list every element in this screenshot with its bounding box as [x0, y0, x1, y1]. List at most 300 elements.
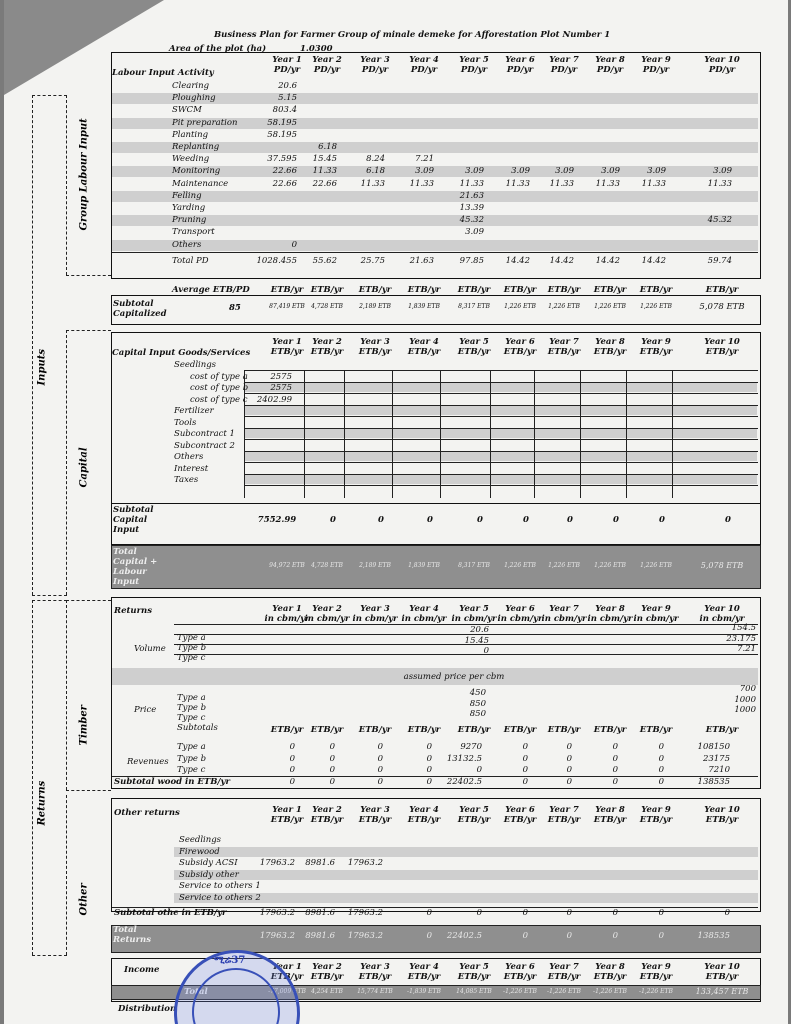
avg-etb-value: 85: [229, 303, 241, 313]
income-total-value: -77,009 ETB: [268, 988, 306, 995]
income-total-value: -1,226 ETB: [639, 988, 673, 995]
year-header: Year 2: [312, 962, 342, 972]
timber-subtotal-value: 0: [522, 777, 528, 787]
unit-header: ETB/yr: [358, 347, 392, 357]
year-header: Year 7: [549, 55, 579, 65]
revenue-value: 7210: [708, 765, 730, 775]
year-header: Year 5: [459, 337, 489, 347]
revenue-type-label: Type c: [177, 765, 206, 775]
other-return-value: 17963.2: [259, 858, 295, 868]
labour-subtotal-label: Subtotal Capitalized: [113, 299, 167, 319]
revenue-value: 0: [426, 765, 432, 775]
side-label-group-labour: Group Labour Input: [78, 118, 90, 231]
timber-subtotal-value: 0: [289, 777, 295, 787]
revenue-value: 9270: [460, 742, 482, 752]
revenue-value: 0: [612, 753, 618, 764]
labour-value: 11.33: [360, 178, 385, 189]
etb-unit-header: ETB/yr: [639, 725, 673, 735]
capital-item-value: 2575: [270, 371, 292, 382]
revenues-label: Revenues: [127, 757, 169, 767]
unit-header: ETB/yr: [407, 972, 441, 982]
labour-subtotal-value: 87,419 ETB: [269, 303, 305, 310]
capital-grid-row: [244, 439, 758, 440]
capital-row-shade: [244, 451, 757, 461]
total-pd-value: 14.42: [549, 255, 574, 266]
labour-value: 5.15: [278, 93, 297, 104]
timber-subtotal-value: 0: [377, 777, 383, 787]
other-subtotal-value: 8981.6: [305, 908, 335, 918]
price-y5: 850: [469, 698, 486, 709]
timber-subtotal-value: 0: [566, 777, 572, 787]
labour-activity-label: Felling: [172, 190, 202, 201]
total-returns-value: 0: [566, 931, 572, 941]
unit-header: in cbm/yr: [451, 614, 497, 624]
price-y10: 1000: [734, 694, 756, 705]
year-header: Year 2: [312, 805, 342, 815]
unit-header: ETB/yr: [593, 347, 627, 357]
labour-value: 11.33: [707, 178, 732, 189]
other-subtotal-label: Subtotal othe in ETB/yr: [114, 908, 227, 918]
unit-header: ETB/yr: [310, 815, 344, 825]
total-pd-value: 14.42: [641, 255, 666, 266]
labour-value: 3.09: [601, 166, 620, 177]
capital-grid-col: [534, 370, 535, 498]
revenue-value: 0: [426, 753, 432, 764]
etb-unit-header: ETB/yr: [705, 285, 739, 295]
labour-value: 3.09: [647, 166, 666, 177]
total-input-value: 1,226 ETB: [504, 562, 536, 569]
capital-heading: Capital Input Goods/Services: [112, 348, 251, 358]
capital-row-shade: [244, 474, 757, 484]
other-row-shade: [174, 870, 758, 880]
year-header: Year 9: [641, 55, 671, 65]
capital-item-label: Fertilizer: [174, 406, 214, 416]
year-header: Year 6: [505, 805, 535, 815]
other-subtotal-value: 17963.2: [259, 908, 295, 918]
avg-etb-label: Average ETB/PD: [172, 285, 250, 295]
etb-unit-header: ETB/yr: [503, 725, 537, 735]
volume-label: Volume: [134, 644, 166, 654]
other-subtotal-value: 0: [522, 908, 528, 918]
revenue-value: 0: [522, 753, 528, 764]
timber-subtotal-value: 138535: [697, 777, 730, 787]
labour-activity-label: Replanting: [172, 142, 220, 152]
plot-area-label: Area of the plot (ha): [169, 44, 267, 54]
unit-header: ETB/yr: [407, 815, 441, 825]
year-header: Year 4: [409, 55, 439, 65]
year-header: Year 10: [704, 337, 740, 347]
unit-header: ETB/yr: [705, 347, 739, 357]
total-input-value: 8,317 ETB: [458, 562, 490, 569]
year-header: Year 9: [641, 337, 671, 347]
etb-unit-header: ETB/yr: [270, 285, 304, 295]
unit-header: ETB/yr: [358, 972, 392, 982]
returns-bracket: [32, 600, 33, 955]
year-header: Year 3: [360, 604, 390, 614]
year-header: Year 5: [459, 55, 489, 65]
other-subtotal-value: 0: [566, 908, 572, 918]
revenue-value: 0: [658, 765, 664, 775]
unit-header: ETB/yr: [503, 347, 537, 357]
year-header: Year 9: [641, 604, 671, 614]
labour-value: 11.33: [641, 178, 666, 189]
other-row-shade: [174, 893, 758, 903]
year-header: Year 6: [505, 337, 535, 347]
unit-header: ETB/yr: [457, 347, 491, 357]
revenue-value: 0: [426, 742, 432, 752]
labour-value: 6.18: [318, 142, 337, 152]
etb-unit-header: ETB/yr: [547, 725, 581, 735]
price-y10: 1000: [734, 705, 756, 715]
year-header: Year 8: [595, 337, 625, 347]
revenue-value: 0: [289, 753, 295, 764]
capital-grid-row: [244, 428, 758, 429]
year-header: Year 6: [505, 604, 535, 614]
unit-header: PD/yr: [361, 65, 389, 75]
etb-unit-header: ETB/yr: [457, 285, 491, 295]
total-returns-value: 22402.5: [446, 931, 482, 941]
year-header: Year 8: [595, 805, 625, 815]
capital-subtotal-value: 0: [523, 515, 529, 525]
year-header: Year 10: [704, 962, 740, 972]
revenue-value: 0: [377, 742, 383, 752]
labour-value: 11.33: [549, 178, 574, 189]
timber-subtotal-value: 22402.5: [446, 777, 482, 787]
capital-grid-row: [244, 382, 758, 383]
year-header: Year 1: [272, 337, 302, 347]
unit-header: PD/yr: [460, 65, 488, 75]
unit-header: ETB/yr: [310, 347, 344, 357]
labour-heading: Labour Input Activity: [112, 68, 214, 78]
capital-grid-col: [304, 370, 305, 498]
capital-grid-row: [244, 462, 758, 463]
unit-header: in cbm/yr: [699, 614, 745, 624]
revenue-value: 0: [522, 742, 528, 752]
revenue-value: 13132.5: [446, 753, 482, 764]
etb-unit-header: ETB/yr: [407, 285, 441, 295]
revenue-value: 0: [522, 765, 528, 775]
unit-header: ETB/yr: [503, 815, 537, 825]
capital-item-label: cost of type a: [190, 371, 248, 382]
other-return-label: Service to others 1: [179, 881, 261, 891]
unit-header: ETB/yr: [547, 972, 581, 982]
year-header: Year 2: [312, 337, 342, 347]
year-header: Year 1: [272, 962, 302, 972]
total-input-value: 94,972 ETB: [269, 562, 305, 569]
income-total-value: -1,226 ETB: [547, 988, 581, 995]
labour-value: 11.33: [595, 178, 620, 189]
capital-grid-col: [392, 370, 393, 498]
labour-value: 37.595: [267, 154, 297, 165]
labour-value: 6.18: [366, 166, 385, 177]
income-label: Income: [124, 965, 160, 975]
capital-item-value: 2402.99: [256, 394, 292, 405]
year-header: Year 9: [641, 805, 671, 815]
unit-header: in cbm/yr: [497, 614, 543, 624]
unit-header: ETB/yr: [593, 815, 627, 825]
year-header: Year 7: [549, 337, 579, 347]
total-returns-value: 0: [426, 931, 432, 941]
total-pd-value: 25.75: [360, 255, 385, 266]
unit-header: ETB/yr: [593, 972, 627, 982]
total-input-value: 1,839 ETB: [408, 562, 440, 569]
labour-activity-label: Others: [172, 239, 202, 250]
other-return-label: Seedlings: [179, 835, 222, 845]
unit-header: PD/yr: [273, 65, 301, 75]
total-input-value: 5,078 ETB: [700, 561, 744, 570]
total-returns-value: 17963.2: [259, 931, 295, 941]
labour-subtotal-value: 5,078 ETB: [699, 302, 745, 312]
capital-subtotal-value: 0: [613, 515, 619, 525]
year-header: Year 10: [704, 604, 740, 614]
labour-activity-label: Weeding: [172, 154, 210, 165]
revenue-value: 0: [329, 765, 335, 775]
labour-value: 3.09: [465, 227, 484, 238]
volume-type-label: Type b: [177, 643, 207, 653]
timber-subtotal-value: 0: [612, 777, 618, 787]
capital-subtotal-value: 0: [378, 515, 384, 525]
total-pd-value: 21.63: [409, 255, 434, 266]
unit-header: ETB/yr: [547, 815, 581, 825]
price-type-label: Type c: [177, 713, 206, 723]
revenue-value: 0: [612, 765, 618, 775]
unit-header: ETB/yr: [503, 972, 537, 982]
labour-value: 7.21: [415, 154, 434, 165]
revenue-value: 23175: [702, 753, 730, 764]
labour-value: 3.09: [465, 166, 484, 177]
unit-header: PD/yr: [642, 65, 670, 75]
revenue-value: 0: [658, 742, 664, 752]
capital-grid-row: [244, 474, 758, 475]
year-header: Year 5: [459, 962, 489, 972]
year-header: Year 2: [312, 604, 342, 614]
labour-activity-label: Yarding: [172, 203, 206, 213]
total-pd-value: 55.62: [312, 255, 337, 266]
year-header: Year 4: [409, 805, 439, 815]
year-header: Year 3: [360, 337, 390, 347]
income-total-value: 14,085 ETB: [456, 988, 492, 995]
labour-subtotal-value: 1,226 ETB: [504, 303, 536, 310]
revenue-value: 0: [377, 753, 383, 764]
labour-value: 11.33: [409, 178, 434, 189]
labour-value: 0: [291, 239, 297, 250]
year-header: Year 1: [272, 604, 302, 614]
revenue-value: 0: [658, 753, 664, 764]
total-pd-value: 14.42: [595, 255, 620, 266]
capital-item-label: Subcontract 1: [174, 429, 235, 439]
unit-header: ETB/yr: [310, 972, 344, 982]
labour-value: 3.09: [511, 166, 530, 177]
total-pd-label: Total PD: [172, 255, 209, 266]
year-header: Year 1: [272, 55, 302, 65]
total-returns-value: 0: [658, 931, 664, 941]
total-rule: [112, 252, 758, 253]
other-return-label: Subsidy other: [179, 869, 239, 880]
labour-activity-label: Maintenance: [172, 178, 229, 189]
labour-value: 8.24: [366, 154, 385, 165]
revenue-value: 0: [566, 742, 572, 752]
capital-grid-row: [244, 451, 758, 452]
year-header: Year 4: [409, 604, 439, 614]
etb-unit-header: ETB/yr: [407, 725, 441, 735]
etb-unit-header: ETB/yr: [270, 725, 304, 735]
labour-value: 58.195: [267, 129, 297, 140]
capital-subtotal-value: 0: [330, 515, 336, 525]
capital-subtotal-value: 0: [477, 515, 483, 525]
income-total-value: -1,226 ETB: [593, 988, 627, 995]
revenue-value: 0: [612, 742, 618, 752]
assumed-price-note: assumed price per cbm: [403, 672, 505, 682]
year-header: Year 5: [459, 604, 489, 614]
revenue-value: 0: [329, 753, 335, 764]
capital-grid-col: [580, 370, 581, 498]
capital-row-shade: [244, 382, 757, 392]
volume-y10: 154.5: [731, 623, 756, 633]
year-header: Year 7: [549, 805, 579, 815]
unit-header: ETB/yr: [639, 347, 673, 357]
etb-unit-header: ETB/yr: [358, 285, 392, 295]
other-subtotal-value: 0: [724, 908, 730, 918]
income-total-value: -1,839 ETB: [407, 988, 441, 995]
capital-item-label: cost of type c: [190, 394, 248, 405]
unit-header: ETB/yr: [407, 347, 441, 357]
volume-y10: 7.21: [737, 644, 756, 654]
labour-activity-label: Planting: [172, 129, 209, 140]
timber-grid-row: [174, 624, 758, 625]
revenue-value: 0: [566, 765, 572, 775]
unit-header: in cbm/yr: [264, 614, 310, 624]
labour-activity-label: Transport: [172, 227, 215, 238]
unit-header: ETB/yr: [270, 972, 304, 982]
income-total-value: 133,457 ETB: [695, 987, 749, 996]
etb-unit-header: ETB/yr: [310, 725, 344, 735]
revenue-value: 0: [329, 742, 335, 752]
unit-header: PD/yr: [313, 65, 341, 75]
unit-header: in cbm/yr: [304, 614, 350, 624]
total-returns-label: Total Returns: [113, 925, 152, 945]
year-header: Year 6: [505, 962, 535, 972]
capital-item-label: cost of type b: [190, 383, 249, 393]
capital-item-value: 2575: [270, 383, 292, 393]
other-subtotal-value: 0: [658, 908, 664, 918]
labour-value: 11.33: [459, 178, 484, 189]
labour-row-shade: [112, 191, 758, 202]
subtotals-label: Subtotals: [177, 723, 218, 733]
labour-subtotal-value: 4,728 ETB: [311, 303, 343, 310]
total-pd-value: 97.85: [459, 255, 484, 266]
income-total-value: 15,774 ETB: [357, 988, 393, 995]
labour-value: 803.4: [272, 105, 297, 116]
other-return-label: Service to others 2: [179, 892, 261, 903]
capital-subtotal-label: Subtotal Capital Input: [113, 505, 154, 535]
year-header: Year 3: [360, 962, 390, 972]
capital-grid-row: [244, 393, 758, 394]
total-returns-value: 8981.6: [305, 931, 335, 941]
price-label: Price: [134, 705, 157, 715]
capital-subtotal-value: 0: [725, 515, 731, 525]
capital-grid-col: [672, 370, 673, 498]
unit-header: in cbm/yr: [587, 614, 633, 624]
etb-unit-header: ETB/yr: [310, 285, 344, 295]
labour-row-shade: [112, 240, 758, 251]
capital-grid-col: [490, 370, 491, 498]
labour-value: 11.33: [505, 178, 530, 189]
distribution-label: Distribution: [118, 1004, 177, 1014]
capital-item-label: Subcontract 2: [174, 440, 235, 451]
inputs-bracket: [32, 95, 33, 595]
price-y10: 700: [739, 684, 756, 694]
year-header: Year 9: [641, 962, 671, 972]
other-return-value: 17963.2: [347, 858, 383, 868]
year-header: Year 7: [549, 604, 579, 614]
capital-item-label: Taxes: [174, 475, 199, 485]
volume-y5: 15.45: [464, 635, 489, 646]
labour-value: 58.195: [267, 117, 297, 128]
unit-header: ETB/yr: [547, 347, 581, 357]
unit-header: in cbm/yr: [541, 614, 587, 624]
total-pd-value: 14.42: [505, 255, 530, 266]
etb-unit-header: ETB/yr: [639, 285, 673, 295]
capital-grid-col: [440, 370, 441, 498]
labour-value: 45.32: [707, 215, 732, 226]
timber-subtotal-label: Subtotal wood in ETB/yr: [114, 777, 230, 787]
unit-header: in cbm/yr: [633, 614, 679, 624]
revenue-value: 0: [289, 765, 295, 775]
labour-value: 13.39: [459, 203, 484, 213]
other-return-label: Firewood: [179, 846, 220, 857]
other-subtotal-value: 0: [426, 908, 432, 918]
etb-unit-header: ETB/yr: [547, 285, 581, 295]
unit-header: ETB/yr: [358, 815, 392, 825]
labour-activity-label: Pruning: [172, 215, 207, 226]
labour-subtotal-value: 2,189 ETB: [359, 303, 391, 310]
document-page: [4, 0, 788, 1024]
volume-type-label: Type a: [177, 633, 206, 643]
unit-header: PD/yr: [596, 65, 624, 75]
capital-row-shade: [244, 428, 757, 438]
etb-unit-header: ETB/yr: [593, 285, 627, 295]
total-pd-value: 59.74: [707, 255, 732, 266]
unit-header: PD/yr: [550, 65, 578, 75]
other-row-shade: [174, 847, 758, 857]
unit-header: ETB/yr: [639, 815, 673, 825]
other-subtotal-value: 0: [612, 908, 618, 918]
unit-header: in cbm/yr: [401, 614, 447, 624]
unit-header: ETB/yr: [705, 972, 739, 982]
unit-header: ETB/yr: [457, 815, 491, 825]
income-total-label: Total: [184, 987, 208, 997]
timber-subtotal-value: 0: [658, 777, 664, 787]
capital-grid-col: [626, 370, 627, 498]
labour-value: 11.33: [312, 166, 337, 177]
capital-grid-row: [244, 405, 758, 406]
labour-activity-label: Pit preparation: [172, 117, 238, 128]
capital-grid-row: [244, 485, 758, 486]
side-label-timber: Timber: [78, 705, 90, 746]
revenue-value: 0: [377, 765, 383, 775]
year-header: Year 3: [360, 55, 390, 65]
labour-activity-label: Ploughing: [172, 93, 216, 104]
year-header: Year 4: [409, 337, 439, 347]
etb-unit-header: ETB/yr: [457, 725, 491, 735]
capital-grid-col: [344, 370, 345, 498]
unit-header: PD/yr: [410, 65, 438, 75]
year-header: Year 1: [272, 805, 302, 815]
labour-subtotal-value: 8,317 ETB: [458, 303, 490, 310]
labour-value: 3.09: [415, 166, 434, 177]
volume-type-label: Type c: [177, 653, 206, 663]
capital-subtotal-value: 0: [427, 515, 433, 525]
